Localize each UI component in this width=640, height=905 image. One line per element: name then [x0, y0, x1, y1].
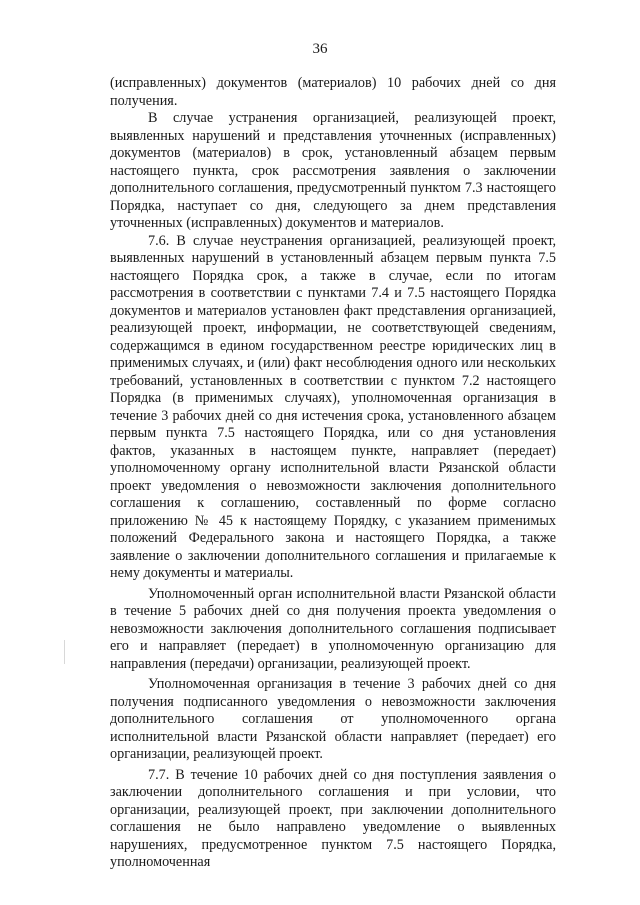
paragraph-7-6-forwarding: Уполномоченная организация в течение 3 рабочих дней со дня получения подписанного уведомления о невозможности заключения дополнительного соглашения от уполномоченного органа исполнительной власти Рязанской области направляет (передает) его организации, реализующей проект. [110, 676, 556, 762]
page-number: 36 [312, 41, 328, 57]
scan-margin-mark [64, 640, 65, 664]
paragraph-7-6-signing: Уполномоченный орган исполнительной власти Рязанской области в течение 5 рабочих дней со дня получения проекта уведомления о невозможности заключения дополнительного соглашения подписывает его и направляет (передает) в уполномоченную организацию для направления (передачи) организации, реализующей проект. [110, 585, 556, 672]
paragraph-7-7: 7.7. В течение 10 рабочих дней со дня поступления заявления о заключении дополнительного соглашения и при условии, что организации, реализующей проект, при заключении дополнительного соглашения не было направлено уведомление о выявленных нарушениях, предусмотренное пунктом 7.5 настоящего Порядка, уполномоченная [110, 766, 556, 870]
paragraph-7-5-remedy: В случае устранения организацией, реализующей проект, выявленных нарушений и представления уточненных (исправленных) документов (материалов) в срок, установленный абзацем первым настоящего пункта, срок рассмотрения заявления о заключении дополнительного соглашения, предусмотренный пунктом 7.3 настоящего Порядка, наступает со дня, следующего за днем представления уточненных (исправленных) документов и материалов. [110, 110, 556, 231]
paragraph-continuation: (исправленных) документов (материалов) 10 рабочих дней со дня получения. [110, 75, 556, 109]
document-body [110, 75, 556, 872]
paragraph-7-6: 7.6. В случае неустранения организацией, реализующей проект, выявленных нарушений в установленный абзацем первым пункта 7.5 настоящего Порядка срок, а также в случае, если по итогам рассмотрения в соответствии с пунктами 7.4 и 7.5 настоящего Порядка документов и материалов установлен факт представления организацией, реализующей проект, информации, не соответствующей сведениям, содержащимся в едином государственном реестре юридических лиц в применимых случаях, и (или) факт несоблюдения одного или нескольких требований, установленных в соответствии с пунктом 7.2 настоящего Порядка (в применимых случаях), уполномоченная организация в течение 3 рабочих дней со дня истечения срока, установленного абзацем первым пункта 7.5 настоящего Порядка, или со дня установления фактов, указанных в настоящем пункте, направляет (передает) уполномоченному органу исполнительной власти Рязанской области проект уведомления о невозможности заключения дополнительного соглашения к соглашению, составленный по форме согласно приложению № 45 к настоящему Порядку, с указанием применимых положений Федерального закона и настоящего Порядка, а также заявление о заключении дополнительного соглашения и прилагаемые к нему документы и материалы. [110, 232, 556, 581]
